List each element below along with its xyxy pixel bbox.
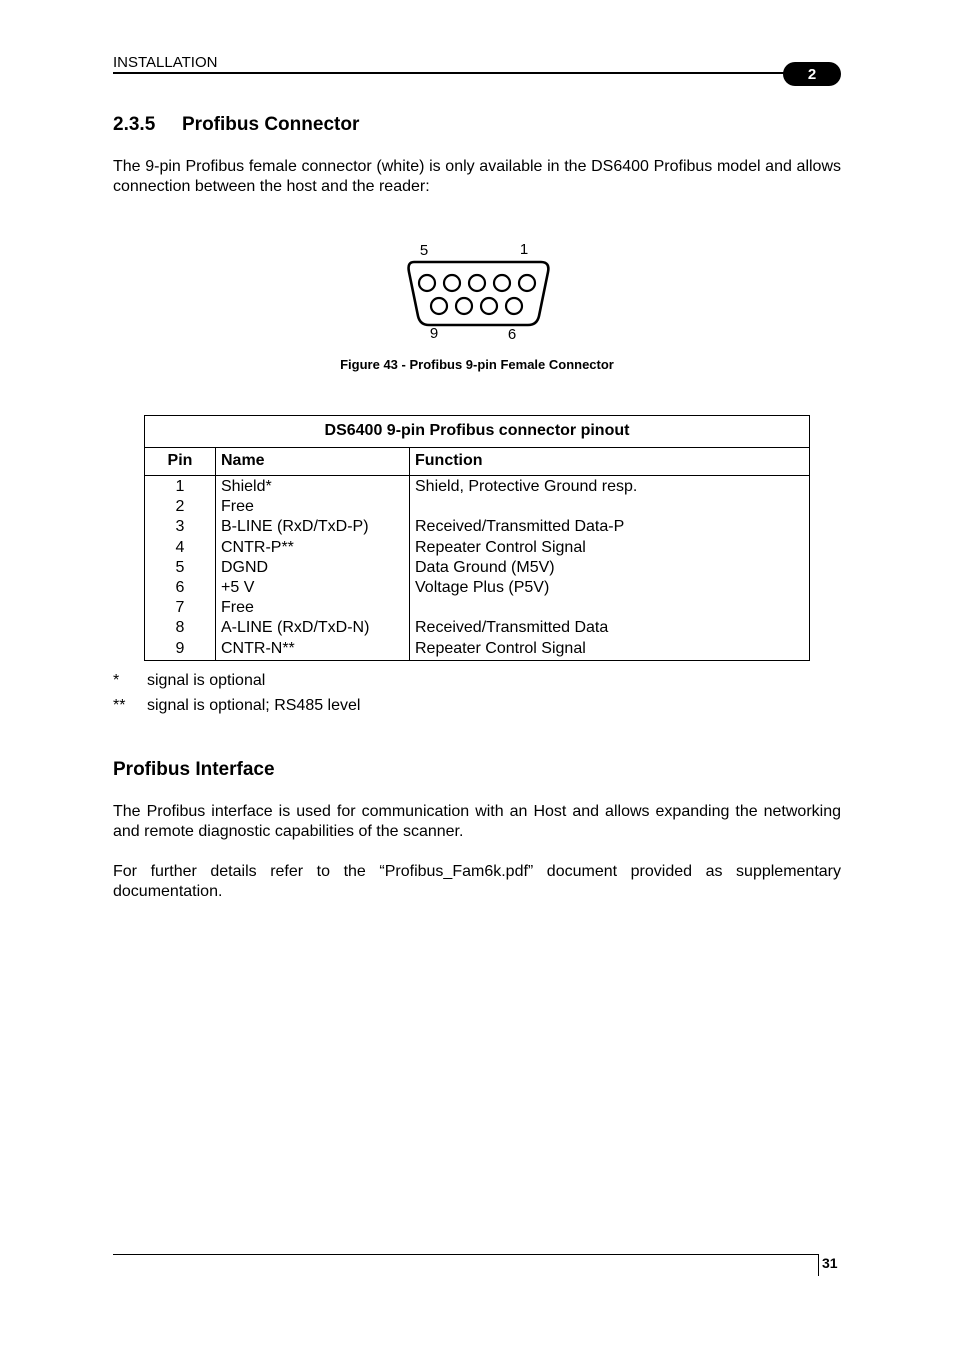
pin-hole-6 [506, 298, 522, 314]
table-cell-name: Shield* [221, 478, 272, 495]
table-cell-function [415, 598, 809, 618]
function-column [410, 476, 810, 661]
interface-paragraph: The Profibus interface is used for communication with an Host and allows expanding the networking and remote diagnostic capabilities of the scanner. [113, 803, 841, 840]
table-cell-name: A-LINE (RxD/TxD-N) [221, 619, 370, 637]
table-cell-function: Shield, Protective Ground resp. [415, 478, 638, 495]
table-cell-function [415, 497, 809, 517]
table-cell-name: +5 V [221, 578, 255, 596]
table-body-row [145, 476, 810, 661]
footer-divider [818, 1254, 819, 1276]
table-cell-pin: 4 [175, 538, 185, 556]
table-cell-function: Voltage Plus (P5V) [415, 578, 550, 596]
table-cell-pin: 8 [175, 619, 185, 637]
pinout-table [144, 415, 810, 661]
footnote-text: signal is optional [147, 672, 266, 689]
name-column [216, 476, 410, 661]
pin-label-5: 5 [419, 242, 429, 259]
table-cell-name: B-LINE (RxD/TxD-P) [221, 518, 369, 536]
table-cell-pin: 9 [175, 639, 185, 657]
intro-paragraph: The 9-pin Profibus female connector (white) is only available in the DS6400 Profibus model and allows connection between the host and the reader: [113, 158, 841, 195]
footnote-mark: * [113, 672, 120, 689]
pin-column [145, 476, 216, 661]
table-header-row [145, 448, 810, 476]
footnote-optional [113, 672, 265, 690]
connector-shell [409, 262, 549, 325]
table-caption: DS6400 9-pin Profibus connector pinout [145, 416, 810, 448]
header-rule [113, 72, 813, 74]
table-cell-function: Repeater Control Signal [415, 639, 586, 657]
pin-holes [419, 275, 535, 314]
table-cell-function: Repeater Control Signal [415, 538, 586, 556]
table-cell-pin: 1 [175, 478, 185, 495]
pin-hole-4 [444, 275, 460, 291]
column-header-function: Function [410, 448, 810, 476]
table-cell-function: Data Ground (M5V) [415, 558, 555, 576]
pin-hole-7 [481, 298, 497, 314]
chapter-badge: 2 [783, 62, 841, 86]
column-header-pin: Pin [145, 448, 216, 476]
footer-rule [113, 1254, 818, 1255]
table-cell-function: Received/Transmitted Data-P [415, 518, 625, 536]
table-cell-function: Received/Transmitted Data [415, 619, 609, 637]
section-number: 2.3.5 [113, 114, 156, 135]
table-cell-pin: 6 [175, 578, 185, 596]
pin-label-1: 1 [519, 241, 529, 258]
reference-paragraph: For further details refer to the “Profibus_Fam6k.pdf” document provided as supplementary documentation. [113, 863, 841, 900]
pin-hole-2 [494, 275, 510, 291]
pin-label-6: 6 [507, 326, 517, 343]
footnote-text: signal is optional; RS485 level [147, 697, 361, 714]
section-heading [113, 114, 359, 136]
table-cell-name: DGND [221, 558, 269, 576]
table-cell-pin: 7 [175, 599, 185, 617]
pin-hole-1 [519, 275, 535, 291]
footnote-mark: ** [113, 697, 126, 714]
table-cell-name: CNTR-P** [221, 538, 294, 556]
table-cell-name: Free [221, 498, 254, 516]
pin-hole-5 [419, 275, 435, 291]
pin-hole-9 [431, 298, 447, 314]
table-cell-pin: 5 [175, 558, 185, 576]
db9-connector-diagram [396, 234, 560, 346]
table-cell-pin: 2 [175, 498, 185, 516]
section-title: Profibus Connector [182, 114, 360, 135]
page-number: 31 [822, 1255, 838, 1271]
header-section-label: INSTALLATION [113, 54, 218, 71]
table-cell-name: CNTR-N** [221, 639, 295, 657]
table-cell-pin: 3 [175, 518, 185, 536]
pin-label-9: 9 [429, 325, 439, 342]
footnote-rs485 [113, 697, 360, 715]
column-header-name: Name [216, 448, 410, 476]
pin-hole-8 [456, 298, 472, 314]
pin-hole-3 [469, 275, 485, 291]
figure-caption: Figure 43 - Profibus 9-pin Female Connector [340, 357, 614, 372]
table-caption-row [145, 416, 810, 448]
subsection-heading: Profibus Interface [113, 759, 275, 780]
table-cell-name: Free [221, 599, 254, 617]
